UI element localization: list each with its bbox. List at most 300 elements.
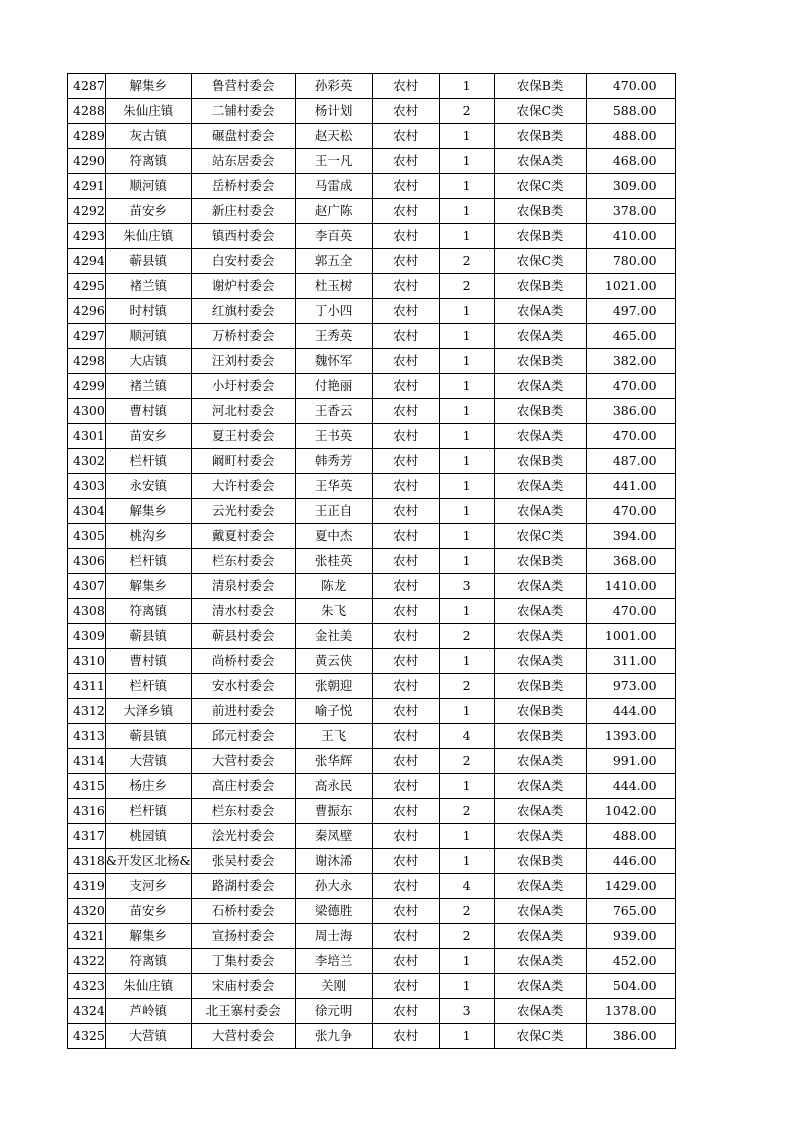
committee-cell: 阚町村委会 <box>191 449 295 474</box>
table-row <box>68 949 676 974</box>
table-row <box>68 449 676 474</box>
town-cell: 苗安乡 <box>105 199 191 224</box>
row-number-cell: 4308 <box>68 599 106 624</box>
name-cell: 关刚 <box>295 974 372 999</box>
count-cell: 1 <box>439 599 494 624</box>
committee-cell: 白安村委会 <box>191 249 295 274</box>
category-cell: 农保B类 <box>494 74 586 99</box>
town-cell: 符离镇 <box>105 949 191 974</box>
row-number-cell: 4322 <box>68 949 106 974</box>
table-row <box>68 399 676 424</box>
town-cell: 苗安乡 <box>105 899 191 924</box>
town-cell: 褚兰镇 <box>105 274 191 299</box>
area-cell: 农村 <box>372 574 439 599</box>
amount-cell: 470.00 <box>586 599 675 624</box>
table-row <box>68 849 676 874</box>
category-cell: 农保A类 <box>494 324 586 349</box>
name-cell: 李百英 <box>295 224 372 249</box>
committee-cell: 新庄村委会 <box>191 199 295 224</box>
area-cell: 农村 <box>372 349 439 374</box>
committee-cell: 邱元村委会 <box>191 724 295 749</box>
row-number-cell: 4304 <box>68 499 106 524</box>
committee-cell: 清水村委会 <box>191 599 295 624</box>
name-cell: 李培兰 <box>295 949 372 974</box>
table-row <box>68 749 676 774</box>
row-number-cell: 4287 <box>68 74 106 99</box>
name-cell: 王飞 <box>295 724 372 749</box>
committee-cell: 清泉村委会 <box>191 574 295 599</box>
category-cell: 农保A类 <box>494 924 586 949</box>
category-cell: 农保A类 <box>494 899 586 924</box>
amount-cell: 1410.00 <box>586 574 675 599</box>
name-cell: 王正自 <box>295 499 372 524</box>
row-number-cell: 4318 <box>68 849 106 874</box>
category-cell: 农保A类 <box>494 424 586 449</box>
table-row <box>68 624 676 649</box>
count-cell: 2 <box>439 799 494 824</box>
category-cell: 农保C类 <box>494 249 586 274</box>
category-cell: 农保A类 <box>494 624 586 649</box>
town-cell: 朱仙庄镇 <box>105 974 191 999</box>
name-cell: 丁小四 <box>295 299 372 324</box>
row-number-cell: 4293 <box>68 224 106 249</box>
area-cell: 农村 <box>372 624 439 649</box>
name-cell: 郭五全 <box>295 249 372 274</box>
town-cell: 蕲县镇 <box>105 724 191 749</box>
town-cell: 曹村镇 <box>105 649 191 674</box>
row-number-cell: 4297 <box>68 324 106 349</box>
category-cell: 农保A类 <box>494 999 586 1024</box>
table-row <box>68 299 676 324</box>
table-row <box>68 149 676 174</box>
name-cell: 魏怀军 <box>295 349 372 374</box>
name-cell: 孙大永 <box>295 874 372 899</box>
committee-cell: 小圩村委会 <box>191 374 295 399</box>
area-cell: 农村 <box>372 599 439 624</box>
category-cell: 农保C类 <box>494 1024 586 1049</box>
row-number-cell: 4302 <box>68 449 106 474</box>
table-row <box>68 499 676 524</box>
category-cell: 农保A类 <box>494 749 586 774</box>
town-cell: 栏杆镇 <box>105 674 191 699</box>
committee-cell: 丁集村委会 <box>191 949 295 974</box>
town-cell: 顺河镇 <box>105 174 191 199</box>
name-cell: 王华英 <box>295 474 372 499</box>
count-cell: 2 <box>439 99 494 124</box>
town-cell: 支河乡 <box>105 874 191 899</box>
area-cell: 农村 <box>372 74 439 99</box>
amount-cell: 470.00 <box>586 374 675 399</box>
committee-cell: 高庄村委会 <box>191 774 295 799</box>
table-row <box>68 74 676 99</box>
amount-cell: 368.00 <box>586 549 675 574</box>
table-row <box>68 924 676 949</box>
committee-cell: 鲁营村委会 <box>191 74 295 99</box>
count-cell: 2 <box>439 249 494 274</box>
committee-cell: 河北村委会 <box>191 399 295 424</box>
category-cell: 农保C类 <box>494 174 586 199</box>
count-cell: 1 <box>439 224 494 249</box>
category-cell: 农保B类 <box>494 124 586 149</box>
committee-cell: 谢炉村委会 <box>191 274 295 299</box>
area-cell: 农村 <box>372 899 439 924</box>
row-number-cell: 4323 <box>68 974 106 999</box>
committee-cell: 宣扬村委会 <box>191 924 295 949</box>
row-number-cell: 4325 <box>68 1024 106 1049</box>
category-cell: 农保B类 <box>494 224 586 249</box>
amount-cell: 504.00 <box>586 974 675 999</box>
amount-cell: 1001.00 <box>586 624 675 649</box>
name-cell: 韩秀芳 <box>295 449 372 474</box>
count-cell: 1 <box>439 374 494 399</box>
committee-cell: 尚桥村委会 <box>191 649 295 674</box>
name-cell: 高永民 <box>295 774 372 799</box>
amount-cell: 588.00 <box>586 99 675 124</box>
committee-cell: 北王寨村委会 <box>191 999 295 1024</box>
count-cell: 1 <box>439 199 494 224</box>
amount-cell: 444.00 <box>586 774 675 799</box>
area-cell: 农村 <box>372 99 439 124</box>
category-cell: 农保B类 <box>494 274 586 299</box>
area-cell: 农村 <box>372 149 439 174</box>
row-number-cell: 4321 <box>68 924 106 949</box>
row-number-cell: 4289 <box>68 124 106 149</box>
count-cell: 1 <box>439 349 494 374</box>
category-cell: 农保A类 <box>494 799 586 824</box>
count-cell: 1 <box>439 124 494 149</box>
area-cell: 农村 <box>372 874 439 899</box>
area-cell: 农村 <box>372 449 439 474</box>
row-number-cell: 4312 <box>68 699 106 724</box>
committee-cell: 大许村委会 <box>191 474 295 499</box>
category-cell: 农保A类 <box>494 774 586 799</box>
category-cell: 农保A类 <box>494 299 586 324</box>
amount-cell: 382.00 <box>586 349 675 374</box>
committee-cell: 二铺村委会 <box>191 99 295 124</box>
town-cell: 芦岭镇 <box>105 999 191 1024</box>
town-cell: 栏杆镇 <box>105 449 191 474</box>
name-cell: 王香云 <box>295 399 372 424</box>
town-cell: 苗安乡 <box>105 424 191 449</box>
amount-cell: 488.00 <box>586 824 675 849</box>
row-number-cell: 4303 <box>68 474 106 499</box>
name-cell: 张九争 <box>295 1024 372 1049</box>
table-body <box>68 74 676 1049</box>
committee-cell: 云光村委会 <box>191 499 295 524</box>
count-cell: 3 <box>439 574 494 599</box>
committee-cell: 前进村委会 <box>191 699 295 724</box>
area-cell: 农村 <box>372 749 439 774</box>
row-number-cell: 4313 <box>68 724 106 749</box>
row-number-cell: 4296 <box>68 299 106 324</box>
table-row <box>68 874 676 899</box>
row-number-cell: 4301 <box>68 424 106 449</box>
row-number-cell: 4310 <box>68 649 106 674</box>
town-cell: 大营镇 <box>105 749 191 774</box>
amount-cell: 452.00 <box>586 949 675 974</box>
town-cell: 大营镇 <box>105 1024 191 1049</box>
count-cell: 3 <box>439 999 494 1024</box>
row-number-cell: 4315 <box>68 774 106 799</box>
table-row <box>68 324 676 349</box>
row-number-cell: 4298 <box>68 349 106 374</box>
category-cell: 农保A类 <box>494 599 586 624</box>
amount-cell: 991.00 <box>586 749 675 774</box>
amount-cell: 446.00 <box>586 849 675 874</box>
name-cell: 谢沐浠 <box>295 849 372 874</box>
area-cell: 农村 <box>372 299 439 324</box>
category-cell: 农保A类 <box>494 474 586 499</box>
name-cell: 杜玉树 <box>295 274 372 299</box>
amount-cell: 765.00 <box>586 899 675 924</box>
committee-cell: 浍光村委会 <box>191 824 295 849</box>
committee-cell: 汪刘村委会 <box>191 349 295 374</box>
count-cell: 2 <box>439 899 494 924</box>
area-cell: 农村 <box>372 374 439 399</box>
row-number-cell: 4320 <box>68 899 106 924</box>
town-cell: 顺河镇 <box>105 324 191 349</box>
count-cell: 1 <box>439 524 494 549</box>
town-cell: 桃沟乡 <box>105 524 191 549</box>
name-cell: 王一凡 <box>295 149 372 174</box>
table-row <box>68 124 676 149</box>
table-row <box>68 574 676 599</box>
table-row <box>68 599 676 624</box>
committee-cell: 石桥村委会 <box>191 899 295 924</box>
amount-cell: 1429.00 <box>586 874 675 899</box>
count-cell: 1 <box>439 499 494 524</box>
committee-cell: 蕲县村委会 <box>191 624 295 649</box>
category-cell: 农保A类 <box>494 574 586 599</box>
category-cell: 农保B类 <box>494 674 586 699</box>
area-cell: 农村 <box>372 399 439 424</box>
category-cell: 农保A类 <box>494 149 586 174</box>
row-number-cell: 4299 <box>68 374 106 399</box>
amount-cell: 973.00 <box>586 674 675 699</box>
area-cell: 农村 <box>372 649 439 674</box>
category-cell: 农保B类 <box>494 199 586 224</box>
row-number-cell: 4319 <box>68 874 106 899</box>
amount-cell: 309.00 <box>586 174 675 199</box>
amount-cell: 468.00 <box>586 149 675 174</box>
town-cell: 大泽乡镇 <box>105 699 191 724</box>
area-cell: 农村 <box>372 174 439 199</box>
town-cell: 解集乡 <box>105 924 191 949</box>
amount-cell: 487.00 <box>586 449 675 474</box>
town-cell: 褚兰镇 <box>105 374 191 399</box>
category-cell: 农保C类 <box>494 524 586 549</box>
table-row <box>68 474 676 499</box>
amount-cell: 444.00 <box>586 699 675 724</box>
table-row <box>68 974 676 999</box>
area-cell: 农村 <box>372 549 439 574</box>
row-number-cell: 4294 <box>68 249 106 274</box>
name-cell: 陈龙 <box>295 574 372 599</box>
name-cell: 梁德胜 <box>295 899 372 924</box>
town-cell: 永安镇 <box>105 474 191 499</box>
area-cell: 农村 <box>372 1024 439 1049</box>
name-cell: 王秀英 <box>295 324 372 349</box>
committee-cell: 栏东村委会 <box>191 549 295 574</box>
table-row <box>68 249 676 274</box>
town-cell: 灰古镇 <box>105 124 191 149</box>
category-cell: 农保A类 <box>494 949 586 974</box>
town-cell: 朱仙庄镇 <box>105 224 191 249</box>
row-number-cell: 4305 <box>68 524 106 549</box>
row-number-cell: 4292 <box>68 199 106 224</box>
town-cell: 蕲县镇 <box>105 624 191 649</box>
name-cell: 朱飞 <box>295 599 372 624</box>
committee-cell: 红旗村委会 <box>191 299 295 324</box>
row-number-cell: 4300 <box>68 399 106 424</box>
committee-cell: 张吴村委会 <box>191 849 295 874</box>
count-cell: 4 <box>439 874 494 899</box>
table-row <box>68 824 676 849</box>
row-number-cell: 4314 <box>68 749 106 774</box>
table-row <box>68 899 676 924</box>
table-row <box>68 174 676 199</box>
amount-cell: 1042.00 <box>586 799 675 824</box>
table-row <box>68 774 676 799</box>
table-row <box>68 799 676 824</box>
count-cell: 1 <box>439 849 494 874</box>
amount-cell: 470.00 <box>586 74 675 99</box>
category-cell: 农保B类 <box>494 849 586 874</box>
row-number-cell: 4316 <box>68 799 106 824</box>
name-cell: 杨计划 <box>295 99 372 124</box>
name-cell: 张桂英 <box>295 549 372 574</box>
count-cell: 2 <box>439 624 494 649</box>
count-cell: 1 <box>439 299 494 324</box>
table-row <box>68 999 676 1024</box>
category-cell: 农保B类 <box>494 349 586 374</box>
town-cell: &开发区北杨& <box>105 849 191 874</box>
table-row <box>68 524 676 549</box>
table-row <box>68 199 676 224</box>
count-cell: 1 <box>439 824 494 849</box>
area-cell: 农村 <box>372 199 439 224</box>
town-cell: 栏杆镇 <box>105 799 191 824</box>
name-cell: 马雷成 <box>295 174 372 199</box>
table-row <box>68 99 676 124</box>
amount-cell: 780.00 <box>586 249 675 274</box>
row-number-cell: 4317 <box>68 824 106 849</box>
category-cell: 农保A类 <box>494 874 586 899</box>
town-cell: 大店镇 <box>105 349 191 374</box>
name-cell: 喻子悦 <box>295 699 372 724</box>
area-cell: 农村 <box>372 324 439 349</box>
count-cell: 1 <box>439 699 494 724</box>
committee-cell: 安水村委会 <box>191 674 295 699</box>
category-cell: 农保C类 <box>494 99 586 124</box>
row-number-cell: 4288 <box>68 99 106 124</box>
town-cell: 时村镇 <box>105 299 191 324</box>
count-cell: 2 <box>439 749 494 774</box>
name-cell: 王书英 <box>295 424 372 449</box>
area-cell: 农村 <box>372 224 439 249</box>
amount-cell: 470.00 <box>586 424 675 449</box>
table-row <box>68 224 676 249</box>
category-cell: 农保B类 <box>494 699 586 724</box>
count-cell: 1 <box>439 1024 494 1049</box>
amount-cell: 394.00 <box>586 524 675 549</box>
count-cell: 1 <box>439 149 494 174</box>
name-cell: 孙彩英 <box>295 74 372 99</box>
town-cell: 解集乡 <box>105 499 191 524</box>
row-number-cell: 4295 <box>68 274 106 299</box>
table-row <box>68 699 676 724</box>
name-cell: 张朝迎 <box>295 674 372 699</box>
count-cell: 1 <box>439 974 494 999</box>
category-cell: 农保A类 <box>494 974 586 999</box>
data-table <box>67 73 676 1049</box>
table-row <box>68 274 676 299</box>
area-cell: 农村 <box>372 949 439 974</box>
amount-cell: 311.00 <box>586 649 675 674</box>
row-number-cell: 4324 <box>68 999 106 1024</box>
category-cell: 农保B类 <box>494 549 586 574</box>
amount-cell: 1021.00 <box>586 274 675 299</box>
name-cell: 张华辉 <box>295 749 372 774</box>
amount-cell: 441.00 <box>586 474 675 499</box>
name-cell: 徐元明 <box>295 999 372 1024</box>
area-cell: 农村 <box>372 824 439 849</box>
category-cell: 农保B类 <box>494 449 586 474</box>
name-cell: 付艳丽 <box>295 374 372 399</box>
amount-cell: 497.00 <box>586 299 675 324</box>
count-cell: 1 <box>439 424 494 449</box>
town-cell: 曹村镇 <box>105 399 191 424</box>
amount-cell: 386.00 <box>586 399 675 424</box>
name-cell: 曹振东 <box>295 799 372 824</box>
committee-cell: 路湖村委会 <box>191 874 295 899</box>
count-cell: 1 <box>439 324 494 349</box>
amount-cell: 488.00 <box>586 124 675 149</box>
amount-cell: 465.00 <box>586 324 675 349</box>
count-cell: 1 <box>439 549 494 574</box>
area-cell: 农村 <box>372 249 439 274</box>
town-cell: 杨庄乡 <box>105 774 191 799</box>
committee-cell: 戴夏村委会 <box>191 524 295 549</box>
committee-cell: 站东居委会 <box>191 149 295 174</box>
count-cell: 2 <box>439 924 494 949</box>
town-cell: 朱仙庄镇 <box>105 99 191 124</box>
town-cell: 栏杆镇 <box>105 549 191 574</box>
area-cell: 农村 <box>372 474 439 499</box>
area-cell: 农村 <box>372 674 439 699</box>
town-cell: 桃园镇 <box>105 824 191 849</box>
row-number-cell: 4290 <box>68 149 106 174</box>
count-cell: 1 <box>439 949 494 974</box>
area-cell: 农村 <box>372 274 439 299</box>
name-cell: 金社美 <box>295 624 372 649</box>
count-cell: 1 <box>439 774 494 799</box>
amount-cell: 378.00 <box>586 199 675 224</box>
count-cell: 1 <box>439 449 494 474</box>
amount-cell: 939.00 <box>586 924 675 949</box>
amount-cell: 470.00 <box>586 499 675 524</box>
area-cell: 农村 <box>372 124 439 149</box>
town-cell: 解集乡 <box>105 74 191 99</box>
category-cell: 农保A类 <box>494 649 586 674</box>
committee-cell: 万桥村委会 <box>191 324 295 349</box>
town-cell: 解集乡 <box>105 574 191 599</box>
name-cell: 赵天松 <box>295 124 372 149</box>
area-cell: 农村 <box>372 499 439 524</box>
area-cell: 农村 <box>372 849 439 874</box>
table-row <box>68 424 676 449</box>
count-cell: 1 <box>439 74 494 99</box>
